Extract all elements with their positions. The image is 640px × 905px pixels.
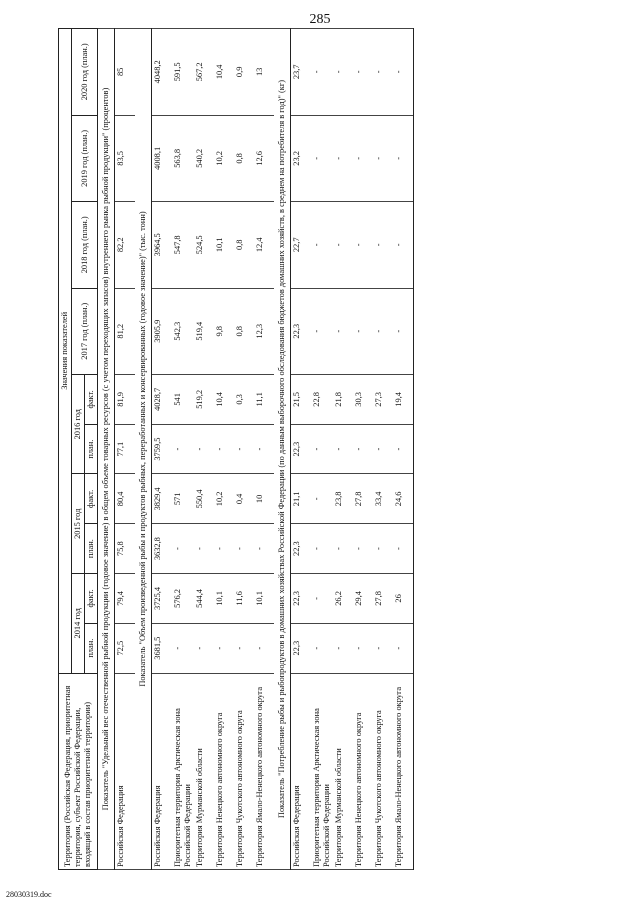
value-cell: - [234,524,254,574]
value-cell: - [393,115,414,201]
value-cell: 540,2 [194,115,214,201]
value-cell: - [234,424,254,474]
value-cell: 524,5 [194,202,214,288]
rotated-table-container [58,28,588,870]
value-cell: - [254,424,274,474]
value-cell: - [373,202,393,288]
value-cell: 26 [393,574,414,624]
value-cell: 27,8 [373,574,393,624]
value-cell: 0,8 [234,202,254,288]
fact-subheader: факт. [85,374,98,424]
value-cell: - [194,524,214,574]
table-header [59,29,98,870]
value-cell: 21,1 [291,474,312,524]
value-cell: 4008,1 [152,115,173,201]
value-cell: - [353,202,373,288]
value-cell: 3964,5 [152,202,173,288]
value-cell: - [194,424,214,474]
value-cell: 542,3 [172,288,194,374]
value-cell: - [393,524,414,574]
value-cell: - [393,288,414,374]
value-cell: 82,2 [115,202,136,288]
table-row [333,29,353,870]
value-cell: 519,4 [194,288,214,374]
value-cell: 10 [254,474,274,524]
value-cell: 79,4 [115,574,136,624]
year-2016-header: 2016 год [72,374,85,474]
year-2015-header: 2015 год [72,474,85,574]
indicator-title: Показатель "Удельный вес отечественной рыбной продукции (годовое значение) в общем объеме товарных ресурсов (с учетом переходящих запасов) внутреннего рынка рыбной продукции" (процентов) [98,29,115,870]
value-cell: - [333,424,353,474]
value-cell: 83,5 [115,115,136,201]
value-cell: - [234,623,254,673]
value-cell: 23,2 [291,115,312,201]
value-cell: - [333,29,353,116]
table-row [254,29,274,870]
territory-name: Территория Мурманской области [333,673,353,869]
value-cell: 72,5 [115,623,136,673]
value-cell: 22,3 [291,623,312,673]
value-cell: - [311,474,333,524]
year-2019-header: 2019 год (план.) [72,115,98,201]
value-cell: 0,8 [234,115,254,201]
indicator-row [135,29,152,870]
year-2017-header: 2017 год (план.) [72,288,98,374]
table-row [311,29,333,870]
value-cell: 12,6 [254,115,274,201]
table-row [393,29,414,870]
value-cell: - [373,623,393,673]
table-row [291,29,312,870]
territory-name: Территория Ямало-Ненецкого автономного округа [393,673,414,869]
value-cell: - [254,623,274,673]
value-cell: - [172,623,194,673]
table-row [353,29,373,870]
value-cell: 13 [254,29,274,116]
value-cell: - [311,202,333,288]
value-cell: 0,4 [234,474,254,524]
territory-name: Территория Чукотского автономного округа [234,673,254,869]
value-cell: 10,1 [254,574,274,624]
value-cell: 23,7 [291,29,312,116]
indicators-table [58,28,414,870]
value-cell: 10,4 [214,374,234,424]
value-cell: 10,2 [214,115,234,201]
value-cell: 22,3 [291,424,312,474]
value-cell: 26,2 [333,574,353,624]
value-cell: 24,6 [393,474,414,524]
page-number: 285 [309,12,331,27]
value-cell: 75,8 [115,524,136,574]
value-cell: - [214,424,234,474]
value-cell: 33,4 [373,474,393,524]
fact-subheader: факт. [85,574,98,624]
value-cell: - [393,202,414,288]
value-cell: 11,6 [234,574,254,624]
value-cell: 4028,7 [152,374,173,424]
plan-subheader: план. [85,524,98,574]
territory-name: Территория Ненецкого автономного округа [353,673,373,869]
value-cell: 12,3 [254,288,274,374]
values-header: Значения показателей [59,29,72,674]
territory-name: Территория Ненецкого автономного округа [214,673,234,869]
value-cell: 0,8 [234,288,254,374]
value-cell: - [373,29,393,116]
value-cell: 81,9 [115,374,136,424]
value-cell: 9,8 [214,288,234,374]
indicator-title: Показатель "Потребление рыбы и рыбопродуктов в домашних хозяйствах Российской Федерации (по данным выборочного обследования бюджетов домашних хозяйств, в среднем на потребителя в год)" (кг) [274,29,291,870]
value-cell: 21,8 [333,374,353,424]
value-cell: - [311,623,333,673]
territory-name: Российская Федерация [152,673,173,869]
value-cell: 4048,2 [152,29,173,116]
value-cell: 591,5 [172,29,194,116]
value-cell: - [333,115,353,201]
value-cell: - [393,424,414,474]
plan-subheader: план. [85,623,98,673]
table-body [98,29,414,870]
value-cell: 550,4 [194,474,214,524]
value-cell: 3759,5 [152,424,173,474]
table-row [115,29,136,870]
value-cell: 30,3 [353,374,373,424]
year-2018-header: 2018 год (план.) [72,202,98,288]
value-cell: 3725,4 [152,574,173,624]
value-cell: 77,1 [115,424,136,474]
value-cell: - [311,29,333,116]
value-cell: 21,5 [291,374,312,424]
value-cell: - [353,524,373,574]
territory-name: Территория Чукотского автономного округа [373,673,393,869]
value-cell: - [353,115,373,201]
value-cell: - [333,202,353,288]
value-cell: 10,2 [214,474,234,524]
value-cell: - [373,115,393,201]
value-cell: 10,4 [214,29,234,116]
value-cell: - [373,524,393,574]
table-row [152,29,173,870]
value-cell: - [393,29,414,116]
value-cell: - [214,623,234,673]
value-cell: 19,4 [393,374,414,424]
value-cell: 22,8 [311,374,333,424]
value-cell: 0,9 [234,29,254,116]
territory-name: Российская Федерация [291,673,312,869]
value-cell: - [254,524,274,574]
territory-name: Приоритетная территория Арктическая зона Российской Федерации [172,673,194,869]
table-row [373,29,393,870]
value-cell: 81,2 [115,288,136,374]
value-cell: 22,3 [291,524,312,574]
value-cell: 3905,9 [152,288,173,374]
territory-name: Территория Мурманской области [194,673,214,869]
table-row [214,29,234,870]
value-cell: 3632,8 [152,524,173,574]
value-cell: 85 [115,29,136,116]
value-cell: 10,1 [214,202,234,288]
value-cell: 567,2 [194,29,214,116]
value-cell: 22,3 [291,574,312,624]
indicator-row [274,29,291,870]
value-cell: - [353,288,373,374]
value-cell: - [333,288,353,374]
value-cell: 3681,5 [152,623,173,673]
value-cell: - [333,623,353,673]
value-cell: - [311,524,333,574]
territory-name: Приоритетная территория Арктическая зона Российской Федерации [311,673,333,869]
value-cell: 23,8 [333,474,353,524]
value-cell: - [311,424,333,474]
table-row [234,29,254,870]
value-cell: 12,4 [254,202,274,288]
value-cell: 27,3 [373,374,393,424]
value-cell: - [214,524,234,574]
value-cell: 563,8 [172,115,194,201]
value-cell: 3829,4 [152,474,173,524]
value-cell: - [353,29,373,116]
table-row [194,29,214,870]
value-cell: 0,3 [234,374,254,424]
value-cell: 576,2 [172,574,194,624]
territory-column-header: Территория (Российская Федерация, приоритетная территория, субъект Российской Федерации, входящий в состав приоритетной территории) [59,673,98,869]
indicator-title: Показатель "Объем произведенной рыбы и продуктов рыбных, переработанных и консервированных (годовое значение)" (тыс. тонн) [135,29,152,870]
value-cell: - [373,288,393,374]
value-cell: 22,7 [291,202,312,288]
plan-subheader: план. [85,424,98,474]
value-cell: - [333,524,353,574]
value-cell: 541 [172,374,194,424]
value-cell: - [353,623,373,673]
value-cell: 519,2 [194,374,214,424]
value-cell: - [353,424,373,474]
value-cell: 11,1 [254,374,274,424]
value-cell: - [194,623,214,673]
value-cell: - [311,115,333,201]
value-cell: 29,4 [353,574,373,624]
value-cell: 10,1 [214,574,234,624]
year-2020-header: 2020 год (план.) [72,29,98,116]
value-cell: - [373,424,393,474]
value-cell: - [311,574,333,624]
value-cell: 22,3 [291,288,312,374]
value-cell: 27,8 [353,474,373,524]
document-id: 28030319.doc [6,890,52,899]
indicator-row [98,29,115,870]
year-2014-header: 2014 год [72,574,85,674]
fact-subheader: факт. [85,474,98,524]
territory-name: Российская Федерация [115,673,136,869]
value-cell: - [172,524,194,574]
value-cell: - [393,623,414,673]
value-cell: - [172,424,194,474]
value-cell: - [311,288,333,374]
value-cell: 544,4 [194,574,214,624]
value-cell: 547,8 [172,202,194,288]
value-cell: 571 [172,474,194,524]
territory-name: Территория Ямало-Ненецкого автономного округа [254,673,274,869]
value-cell: 80,4 [115,474,136,524]
table-row [172,29,194,870]
